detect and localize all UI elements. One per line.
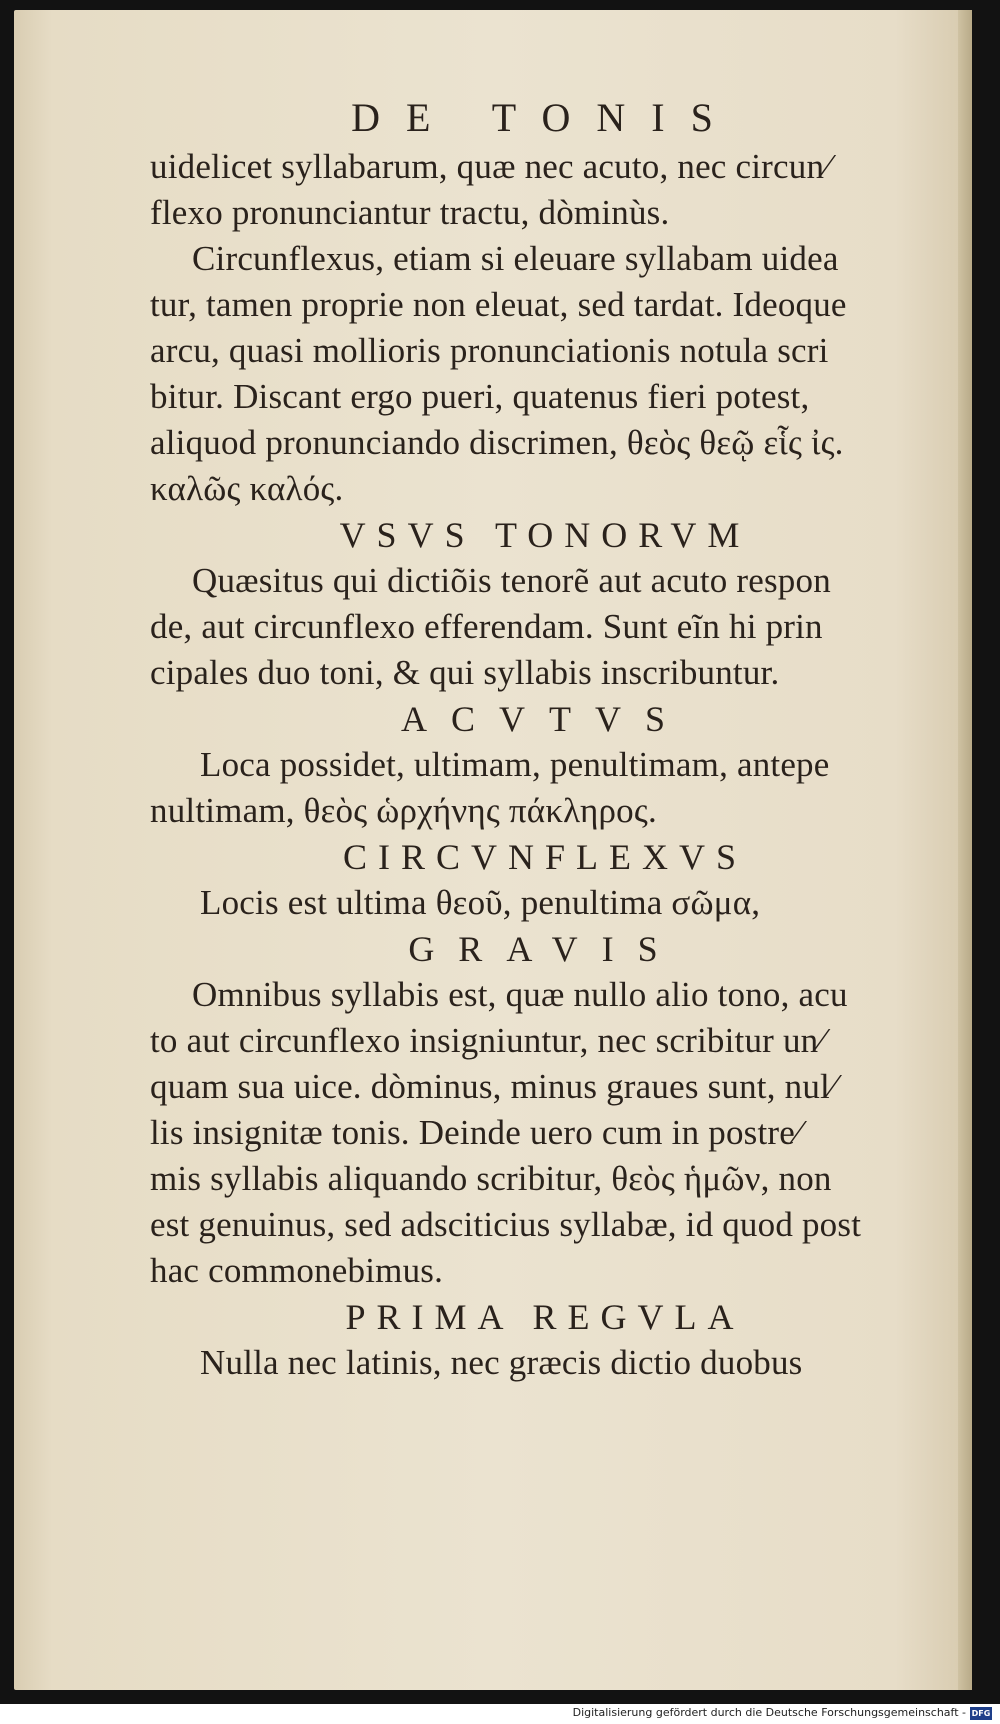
text-line: to aut circunflexo insigniuntur, nec scribitur un⁄ (150, 1021, 825, 1060)
text-line: lis insignitæ tonis. Deinde uero cum in postre⁄ (150, 1113, 802, 1152)
text-line: quam sua uice. dòminus, minus graues sunt, nul⁄ (150, 1067, 837, 1106)
text-line: Quæsitus qui dictiõis tenorẽ aut acuto respon (192, 561, 831, 600)
section-heading-gravis: GRAVIS (408, 929, 682, 969)
funding-credit: Digitalisierung gefördert durch die Deutsche Forschungsgemeinschaft - (572, 1706, 966, 1719)
text-line: Nulla nec latinis, nec græcis dictio duobus (200, 1343, 803, 1382)
section-heading-acutus: ACVTVS (400, 699, 690, 739)
text-line: tur, tamen proprie non eleuat, sed tardat. Ideoque (150, 285, 847, 324)
section-heading-usus: VSVS TONORVM (339, 515, 751, 555)
text-line: Loca possidet, ultimam, penultimam, antepe (200, 745, 830, 784)
running-head: DE TONIS (351, 95, 739, 140)
dfg-logo: DFG (971, 1709, 991, 1718)
text-line: Locis est ultima θεοῦ, penultima σῶμα, (200, 883, 761, 922)
text-line: mis syllabis aliquando scribitur, θεὸς ἡμῶν, non (150, 1159, 832, 1198)
section-heading-prima-regula: PRIMA REGVLA (345, 1297, 745, 1337)
text-line: hac commonebimus. (150, 1251, 444, 1290)
page-edge (958, 10, 972, 1690)
text-line: καλῶς καλός. (150, 469, 344, 508)
text-line: aliquod pronunciando discrimen, θεὸς θεῷ εἷς ἰς. (150, 423, 844, 462)
footer (0, 1704, 1000, 1724)
text-line: de, aut circunflexo efferendam. Sunt eĩn hi prin (150, 607, 823, 646)
text-line: arcu, quasi mollioris pronunciationis notula scri (150, 331, 829, 370)
text-line: uidelicet syllabarum, quæ nec acuto, nec circun⁄ (150, 147, 831, 186)
section-heading-circunflexus: CIRCVNFLEXVS (342, 837, 748, 877)
page-text (150, 92, 940, 1386)
text-line: bitur. Discant ergo pueri, quatenus fieri potest, (150, 377, 810, 416)
text-line: Circunflexus, etiam si eleuare syllabam uidea (192, 239, 839, 278)
text-line: flexo pronunciantur tractu, dòminùs. (150, 193, 670, 232)
text-line: est genuinus, sed adsciticius syllabæ, id quod post (150, 1205, 862, 1244)
text-line: nultimam, θεὸς ὡρχήνης πάκληρος. (150, 791, 657, 830)
text-line: cipales duo toni, & qui syllabis inscribuntur. (150, 653, 780, 692)
text-line: Omnibus syllabis est, quæ nullo alio tono, acu (192, 975, 848, 1014)
